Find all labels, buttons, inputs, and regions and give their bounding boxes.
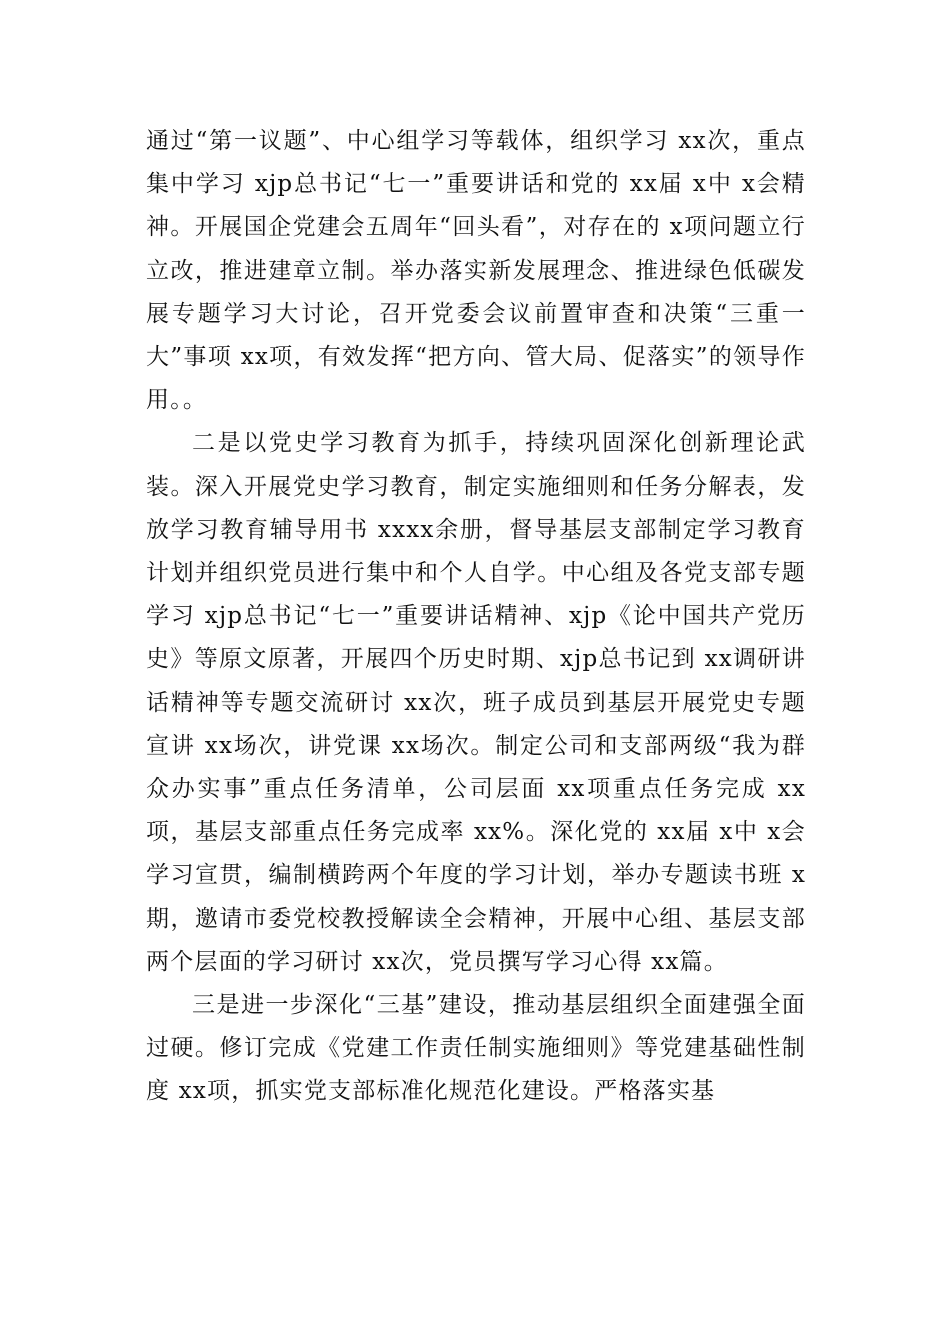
paragraph-1: 通过“第一议题”、中心组学习等载体，组织学习 xx次，重点集中学习 xjp总书记“七一”重要讲话和党的 xx届 x中 x会精神。开展国企党建会五周年“回头看”，对存在的 x项问题立行立改，推进建章立制。举办落实新发展理念、推进绿色低碳发展专题学习大讨论，召开党委会议前置审查和决策“三重一大”事项 xx项，有效发挥“把方向、管大局、促落实”的领导作用。。 [146, 128, 806, 414]
paragraph-3: 三是进一步深化“三基”建设，推动基层组织全面建强全面过硬。修订完成《党建工作责任制实施细则》等党建基础性制度 xx项，抓实党支部标准化规范化建设。严格落实基 [146, 992, 806, 1105]
paragraph-2: 二是以党史学习教育为抓手，持续巩固深化创新理论武装。深入开展党史学习教育，制定实施细则和任务分解表，发放学习教育辅导用书 xxxx余册，督导基层支部制定学习教育计划并组织党员进行集中和个人自学。中心组及各党支部专题学习 xjp总书记“七一”重要讲话精神、xjp《论中国共产党历史》等原文原著，开展四个历史时期、xjp总书记到 xx调研讲话精神等专题交流研讨 xx次，班子成员到基层开展党史专题宣讲 xx场次，讲党课 xx场次。制定公司和支部两级“我为群众办实事”重点任务清单，公司层面 xx项重点任务完成 xx项，基层支部重点任务完成率 xx%。深化党的 xx届 x中 x会学习宣贯，编制横跨两个年度的学习计划，举办专题读书班 x期，邀请市委党校教授解读全会精神，开展中心组、基层支部两个层面的学习研讨 xx次，党员撰写学习心得 xx篇。 [146, 430, 806, 975]
document-body [146, 120, 806, 1114]
